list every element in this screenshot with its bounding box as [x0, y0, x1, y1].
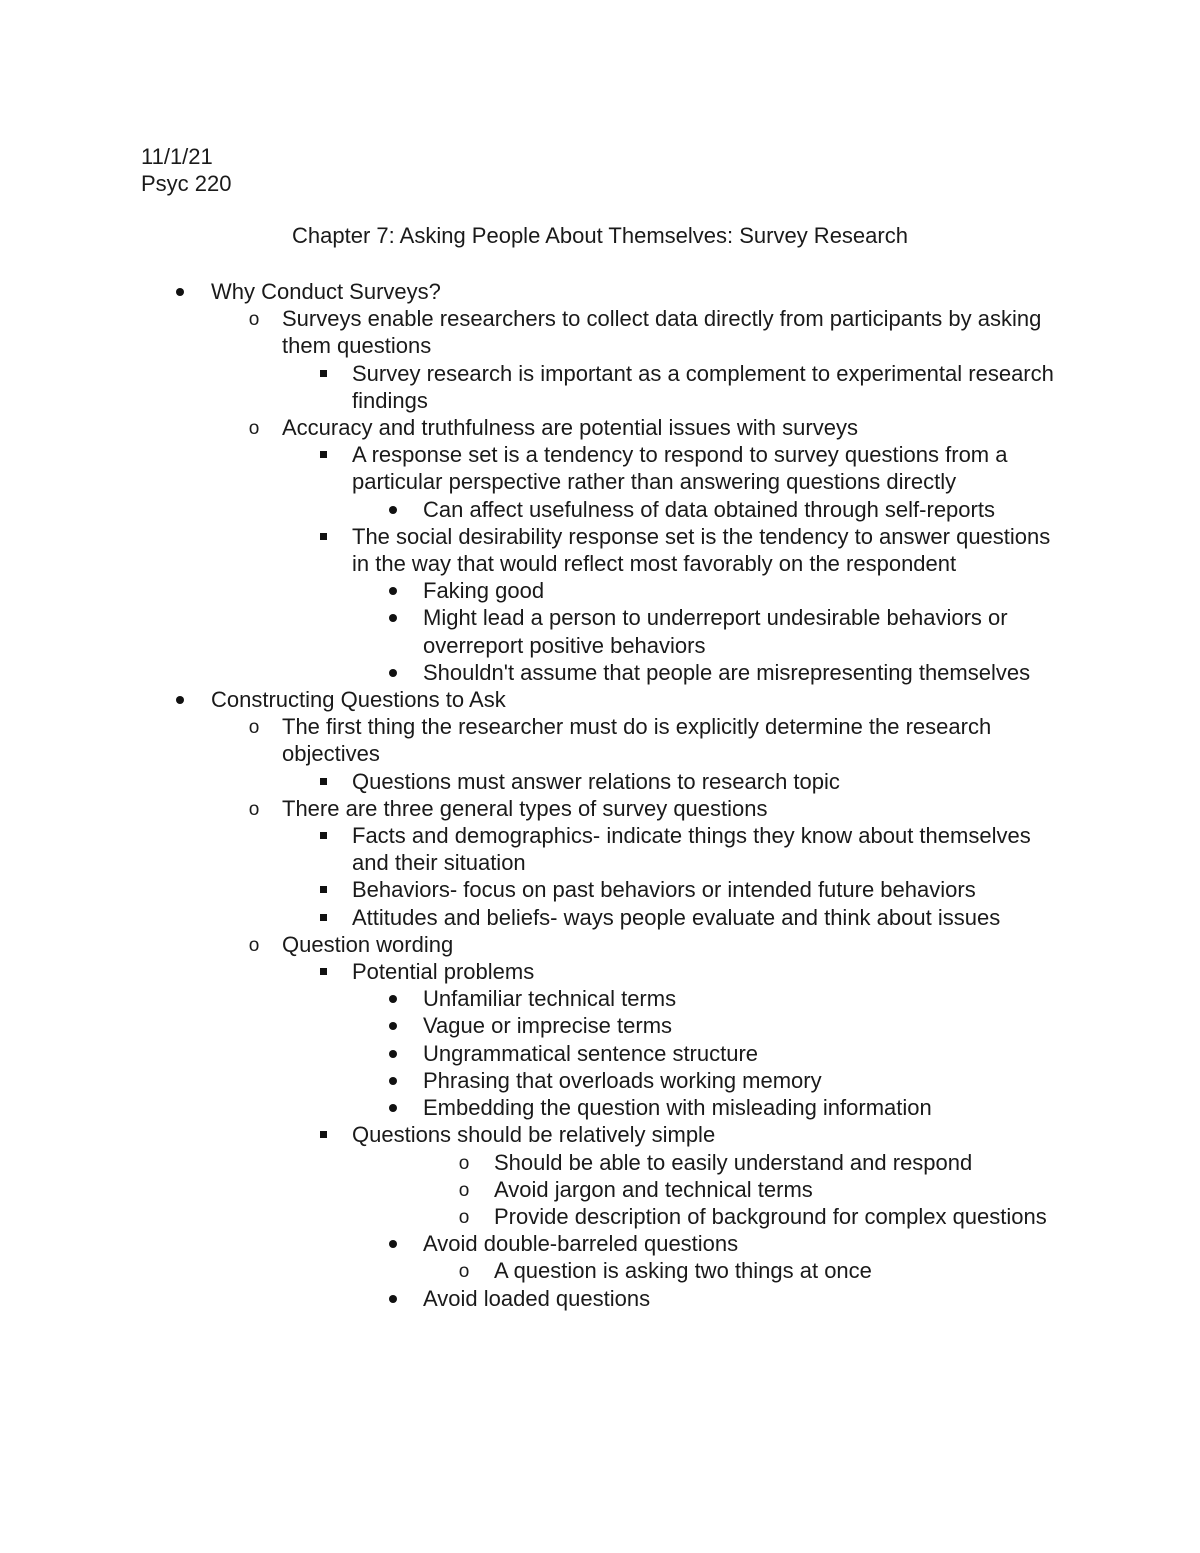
- outline-item: [0, 931, 1060, 958]
- outline-item-text: Should be able to easily understand and respond: [494, 1149, 973, 1175]
- page-title: Chapter 7: Asking People About Themselves: Survey Research: [292, 223, 908, 248]
- outline-item-text: Shouldn't assume that people are misrepresenting themselves: [423, 659, 1031, 685]
- outline-item: [0, 958, 1070, 985]
- outline-item-text: Provide description of background for complex questions: [494, 1203, 1047, 1229]
- header-course: Psyc 220: [141, 171, 232, 196]
- outline-item-text: Phrasing that overloads working memory: [423, 1067, 822, 1093]
- bullet-circle-icon: o: [458, 1206, 470, 1228]
- outline-item-text: There are three general types of survey questions: [282, 795, 768, 821]
- outline-item-text: Vague or imprecise terms: [423, 1013, 673, 1039]
- bullet-circle-icon: o: [248, 309, 260, 331]
- outline-item-text: The social desirability response set is the tendency to answer questions in the way that would reflect most favorably on the respondent: [352, 523, 1051, 577]
- bullet-circle-icon: o: [248, 418, 260, 440]
- outline-item: [0, 795, 1060, 822]
- outline-item: [0, 659, 1062, 686]
- outline-item: [0, 1094, 1062, 1121]
- outline-item-text: Might lead a person to underreport undesirable behaviors or overreport positive behaviors: [423, 605, 1008, 658]
- outline-item-text: Avoid jargon and technical terms: [494, 1176, 813, 1202]
- bullet-circle-icon: o: [458, 1261, 470, 1283]
- outline-item: [0, 1285, 1062, 1312]
- outline-item-text: Question wording: [282, 931, 454, 957]
- outline-item-text: Attitudes and beliefs- ways people evaluate and think about issues: [352, 904, 1001, 930]
- outline-item-text: Avoid double-barreled questions: [423, 1231, 739, 1257]
- outline-item: [0, 1121, 1070, 1148]
- outline-item: [0, 1067, 1062, 1094]
- outline-item: [0, 1040, 1062, 1067]
- outline-item: [0, 876, 1070, 903]
- outline-item: [0, 577, 1062, 604]
- bullet-circle-icon: o: [248, 934, 260, 956]
- outline-item-text: Embedding the question with misleading information: [423, 1095, 932, 1121]
- bullet-circle-icon: o: [248, 798, 260, 820]
- outline-item-text: Questions should be relatively simple: [352, 1122, 716, 1148]
- bullet-circle-icon: o: [458, 1179, 470, 1201]
- outline-item-text: The first thing the researcher must do is explicitly determine the research objectives: [282, 714, 992, 767]
- outline-item-text: Constructing Questions to Ask: [211, 687, 506, 713]
- outline-item-text: Survey research is important as a complement to experimental research findings: [352, 360, 1054, 413]
- bullet-circle-icon: o: [248, 717, 260, 739]
- outline-item: [0, 278, 1080, 305]
- outline-item: [0, 305, 1060, 359]
- outline-item: [0, 360, 1070, 414]
- outline-item: [0, 1230, 1062, 1257]
- outline-item-text: Faking good: [423, 578, 545, 604]
- outline-item: [0, 904, 1070, 931]
- outline-item: [0, 1203, 1062, 1230]
- outline-item-text: A question is asking two things at once: [494, 1258, 872, 1284]
- outline-item: [0, 985, 1062, 1012]
- outline-item: [0, 441, 1070, 495]
- outline-item: [0, 1149, 1062, 1176]
- outline-item: [0, 1012, 1062, 1039]
- outline-item: [0, 822, 1070, 876]
- outline-item-text: Behaviors- focus on past behaviors or intended future behaviors: [352, 877, 976, 903]
- outline-item-text: Questions must answer relations to research topic: [352, 768, 840, 794]
- outline-item-text: Unfamiliar technical terms: [423, 986, 677, 1012]
- outline-item: [0, 1176, 1062, 1203]
- outline-item: [0, 768, 1070, 795]
- outline-item: [0, 686, 1080, 713]
- outline-item-text: A response set is a tendency to respond to survey questions from a particular perspective rather than answering questions directly: [352, 442, 1008, 495]
- outline-item: [0, 713, 1060, 767]
- outline-item-text: Surveys enable researchers to collect data directly from participants by asking them questions: [282, 306, 1042, 359]
- outline-item-text: Avoid loaded questions: [423, 1285, 651, 1311]
- outline-item-text: Facts and demographics- indicate things they know about themselves and their situation: [352, 823, 1031, 876]
- outline-item: [0, 523, 1070, 577]
- outline-item-text: Ungrammatical sentence structure: [423, 1040, 759, 1066]
- outline-item-text: Why Conduct Surveys?: [211, 279, 441, 304]
- outline-item: [0, 1257, 1062, 1284]
- outline-item-text: Potential problems: [352, 959, 535, 985]
- notes-outline: [0, 278, 1200, 1312]
- outline-item: [0, 414, 1060, 441]
- header-date: 11/1/21: [141, 144, 213, 169]
- outline-item: [0, 604, 1062, 658]
- outline-item: [0, 496, 1062, 523]
- bullet-circle-icon: o: [458, 1152, 470, 1174]
- outline-item-text: Accuracy and truthfulness are potential issues with surveys: [282, 415, 858, 441]
- outline-item-text: Can affect usefulness of data obtained through self-reports: [423, 496, 995, 522]
